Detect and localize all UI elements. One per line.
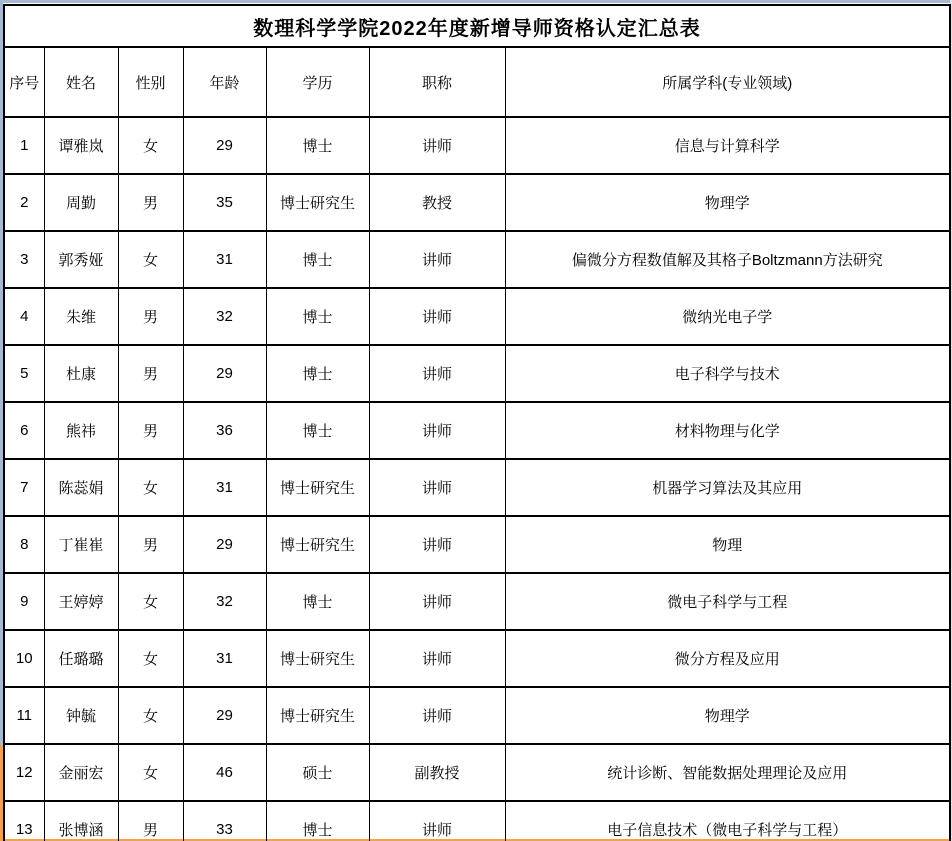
table-row — [4, 345, 950, 402]
table-row — [4, 630, 950, 687]
cell-name: 张博涵 — [44, 801, 118, 841]
cell-degree: 博士研究生 — [266, 516, 369, 573]
table-row — [4, 402, 950, 459]
cell-gender: 女 — [118, 573, 183, 630]
table-row — [4, 231, 950, 288]
column-header-jobtitle: 职称 — [369, 47, 505, 117]
cell-no: 12 — [4, 744, 44, 801]
page-title: 数理科学学院2022年度新增导师资格认定汇总表 — [4, 5, 950, 47]
cell-name: 熊祎 — [44, 402, 118, 459]
cell-no: 9 — [4, 573, 44, 630]
cell-field: 电子科学与技术 — [505, 345, 950, 402]
cell-jobtitle: 讲师 — [369, 630, 505, 687]
cell-degree: 博士研究生 — [266, 459, 369, 516]
cell-degree: 博士研究生 — [266, 630, 369, 687]
cell-jobtitle: 讲师 — [369, 117, 505, 174]
table-title-row — [4, 5, 950, 47]
table-row — [4, 573, 950, 630]
cell-jobtitle: 副教授 — [369, 744, 505, 801]
cell-jobtitle: 讲师 — [369, 516, 505, 573]
cell-age: 29 — [183, 516, 266, 573]
cell-degree: 博士 — [266, 402, 369, 459]
cell-jobtitle: 讲师 — [369, 801, 505, 841]
cell-name: 周勤 — [44, 174, 118, 231]
cell-age: 31 — [183, 231, 266, 288]
column-header-age: 年龄 — [183, 47, 266, 117]
cell-name: 任璐璐 — [44, 630, 118, 687]
cell-name: 王婷婷 — [44, 573, 118, 630]
cell-age: 36 — [183, 402, 266, 459]
cell-gender: 男 — [118, 801, 183, 841]
cell-field: 材料物理与化学 — [505, 402, 950, 459]
column-header-field: 所属学科(专业领域) — [505, 47, 950, 117]
table-row — [4, 744, 950, 801]
cell-gender: 女 — [118, 744, 183, 801]
cell-gender: 男 — [118, 288, 183, 345]
sheet-top-edge-line — [0, 0, 952, 3]
cell-degree: 博士 — [266, 288, 369, 345]
cell-degree: 博士 — [266, 231, 369, 288]
cell-gender: 男 — [118, 402, 183, 459]
cell-no: 1 — [4, 117, 44, 174]
cell-degree: 博士 — [266, 801, 369, 841]
cell-no: 7 — [4, 459, 44, 516]
table-row — [4, 801, 950, 841]
cell-name: 丁崔崔 — [44, 516, 118, 573]
cell-field: 电子信息技术（微电子科学与工程） — [505, 801, 950, 841]
cell-field: 微电子科学与工程 — [505, 573, 950, 630]
table-row — [4, 174, 950, 231]
cell-field: 机器学习算法及其应用 — [505, 459, 950, 516]
cell-jobtitle: 讲师 — [369, 573, 505, 630]
cell-gender: 女 — [118, 459, 183, 516]
cell-gender: 男 — [118, 516, 183, 573]
cell-field: 微分方程及应用 — [505, 630, 950, 687]
cell-name: 金丽宏 — [44, 744, 118, 801]
cell-name: 谭雅岚 — [44, 117, 118, 174]
cell-no: 2 — [4, 174, 44, 231]
cell-no: 4 — [4, 288, 44, 345]
cell-degree: 博士研究生 — [266, 687, 369, 744]
summary-table — [3, 4, 951, 841]
cell-jobtitle: 讲师 — [369, 402, 505, 459]
cell-age: 35 — [183, 174, 266, 231]
cell-degree: 博士 — [266, 573, 369, 630]
cell-no: 3 — [4, 231, 44, 288]
cell-jobtitle: 讲师 — [369, 345, 505, 402]
cell-jobtitle: 讲师 — [369, 459, 505, 516]
cell-no: 11 — [4, 687, 44, 744]
cell-age: 31 — [183, 459, 266, 516]
cell-jobtitle: 教授 — [369, 174, 505, 231]
column-header-name: 姓名 — [44, 47, 118, 117]
table-row — [4, 687, 950, 744]
cell-field: 统计诊断、智能数据处理理论及应用 — [505, 744, 950, 801]
cell-no: 10 — [4, 630, 44, 687]
cell-no: 6 — [4, 402, 44, 459]
cell-no: 13 — [4, 801, 44, 841]
cell-field: 信息与计算科学 — [505, 117, 950, 174]
cell-name: 钟毓 — [44, 687, 118, 744]
cell-degree: 博士 — [266, 117, 369, 174]
cell-gender: 女 — [118, 117, 183, 174]
cell-gender: 女 — [118, 687, 183, 744]
cell-gender: 男 — [118, 174, 183, 231]
table-row — [4, 288, 950, 345]
cell-jobtitle: 讲师 — [369, 288, 505, 345]
cell-age: 29 — [183, 687, 266, 744]
table-row — [4, 459, 950, 516]
cell-field: 物理学 — [505, 174, 950, 231]
cell-age: 32 — [183, 573, 266, 630]
table-row — [4, 516, 950, 573]
cell-degree: 博士 — [266, 345, 369, 402]
column-header-degree: 学历 — [266, 47, 369, 117]
column-header-no: 序号 — [4, 47, 44, 117]
cell-age: 32 — [183, 288, 266, 345]
cell-name: 朱维 — [44, 288, 118, 345]
cell-gender: 女 — [118, 630, 183, 687]
cell-field: 偏微分方程数值解及其格子Boltzmann方法研究 — [505, 231, 950, 288]
cell-field: 物理 — [505, 516, 950, 573]
cell-field: 物理学 — [505, 687, 950, 744]
cell-age: 31 — [183, 630, 266, 687]
cell-age: 29 — [183, 117, 266, 174]
cell-name: 杜康 — [44, 345, 118, 402]
cell-no: 5 — [4, 345, 44, 402]
table-header-row — [4, 47, 950, 117]
cell-degree: 博士研究生 — [266, 174, 369, 231]
cell-age: 33 — [183, 801, 266, 841]
cell-age: 29 — [183, 345, 266, 402]
cell-jobtitle: 讲师 — [369, 687, 505, 744]
cell-jobtitle: 讲师 — [369, 231, 505, 288]
cell-degree: 硕士 — [266, 744, 369, 801]
table-row — [4, 117, 950, 174]
cell-field: 微纳光电子学 — [505, 288, 950, 345]
cell-name: 陈蕊娟 — [44, 459, 118, 516]
cell-name: 郭秀娅 — [44, 231, 118, 288]
cell-gender: 男 — [118, 345, 183, 402]
column-header-gender: 性别 — [118, 47, 183, 117]
cell-age: 46 — [183, 744, 266, 801]
cell-no: 8 — [4, 516, 44, 573]
cell-gender: 女 — [118, 231, 183, 288]
